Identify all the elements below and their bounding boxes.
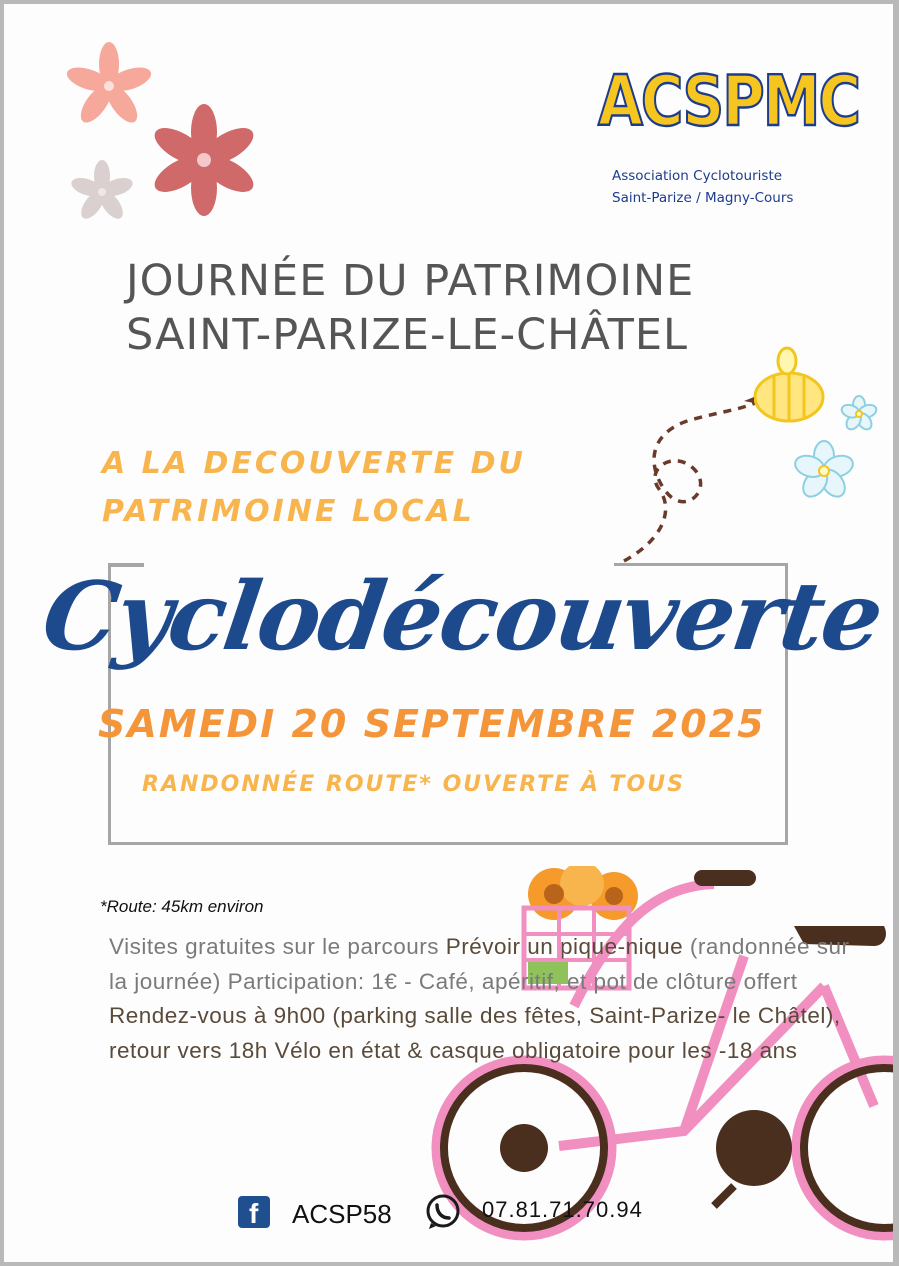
- flower-gray-icon: [69, 160, 135, 223]
- event-name: Cyclodécouverte: [36, 562, 888, 672]
- event-date: SAMEDI 20 SEPTEMBRE 2025: [98, 702, 766, 746]
- subtitle-line2: PATRIMOINE LOCAL: [102, 494, 475, 529]
- details-part-2: Prévoir un pique-nique: [445, 934, 684, 959]
- facebook-icon[interactable]: f: [238, 1196, 270, 1228]
- event-tagline: RANDONNÉE ROUTE* OUVERTE À TOUS: [142, 772, 685, 797]
- logo-subtitle-1: Association Cyclotouriste: [612, 168, 783, 184]
- details-part-3: (randonnée sur la journée) Participation: 1€ - Café, apéritif, et pot de clôture offert: [109, 934, 850, 994]
- bee-decoration: [604, 339, 889, 579]
- details-part-4: Rendez-vous à 9h00 (parking salle des fêtes, Saint-Parize- le Châtel), retour vers 18h: [109, 1003, 841, 1063]
- frame-bottom: [108, 842, 788, 845]
- details-part-5: Vélo en état & casque obligatoire pour les -18 ans: [267, 1037, 798, 1063]
- bike-pedal-gear-icon: [716, 1110, 792, 1186]
- flight-path: [624, 401, 759, 561]
- page-title-line1: JOURNÉE DU PATRIMOINE: [126, 256, 695, 306]
- small-flower-icon: [840, 396, 878, 432]
- flowers-decoration: [54, 42, 284, 242]
- facebook-handle[interactable]: ACSP58: [292, 1199, 392, 1229]
- rear-wheel-rim: [796, 1060, 893, 1236]
- details-part-1: Visites gratuites sur le parcours: [109, 934, 446, 959]
- subtitle-line1: A LA DECOUVERTE DU: [102, 446, 526, 481]
- page-title-line2: SAINT-PARIZE-LE-CHÂTEL: [126, 310, 688, 360]
- bike-handle-icon: [694, 870, 756, 886]
- whatsapp-icon[interactable]: [424, 1193, 462, 1231]
- small-flower-icon: [792, 441, 855, 501]
- event-details: [109, 930, 869, 1068]
- logo-subtitle-2: Saint-Parize / Magny-Cours: [612, 190, 794, 206]
- bee-icon: [744, 348, 823, 421]
- flower-pink-icon: [64, 42, 154, 127]
- phone-number[interactable]: 07.81.71.70.94: [482, 1197, 643, 1222]
- route-note: *Route: 45km environ: [100, 897, 264, 916]
- flower-red-icon: [149, 104, 259, 216]
- flyer-page: [4, 4, 893, 1262]
- acspmc-logo: ACSPMC: [598, 60, 860, 142]
